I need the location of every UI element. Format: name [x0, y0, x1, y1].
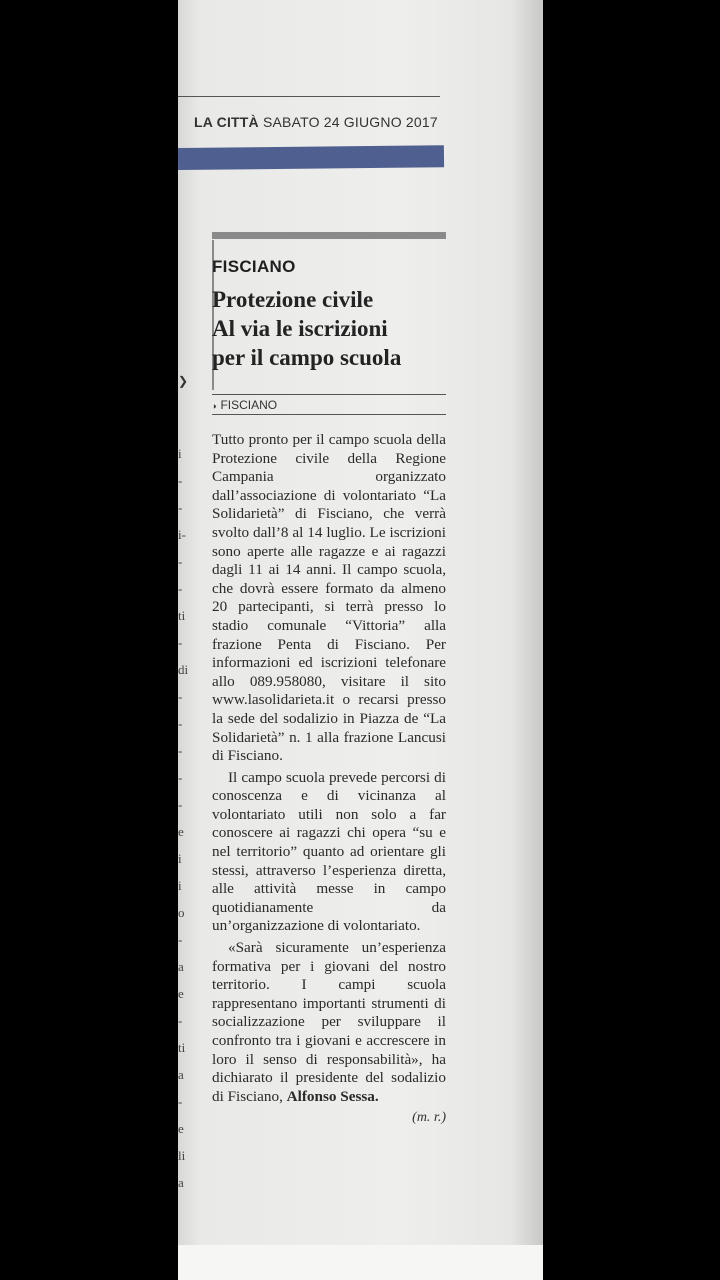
- gutter-fragment: di: [178, 662, 189, 677]
- blue-color-band: [178, 145, 444, 170]
- top-rule: [178, 96, 440, 97]
- gutter-fragment: e: [178, 1121, 184, 1136]
- section-label: FISCIANO: [212, 257, 296, 276]
- gutter-fragment: -: [178, 554, 183, 569]
- gutter-fragment: e: [178, 824, 184, 839]
- dateline-text: FISCIANO: [220, 398, 278, 412]
- masthead: [194, 114, 438, 130]
- gutter-fragment: -: [178, 932, 183, 947]
- gutter-fragment: a: [178, 1067, 184, 1082]
- masthead-brand: LA CITTÀ: [194, 114, 259, 130]
- gutter-fragment: o: [178, 905, 185, 920]
- margin-arrow-icon: ❯: [178, 374, 189, 388]
- gutter-fragment: -: [178, 1013, 183, 1028]
- signer-name: Alfonso Sessa.: [286, 1087, 379, 1105]
- gutter-fragment: -: [178, 581, 183, 596]
- gutter-fragment: -: [178, 797, 183, 812]
- headline: [212, 285, 446, 372]
- author-initials: (m. r.): [412, 1110, 446, 1126]
- gutter-fragment: i: [178, 878, 182, 893]
- body-paragraph: Il campo scuola prevede percorsi di conoscenza e di vicinanza al volontariato utili non solo a far conoscere ai ragazzi chi opera “su e nel territorio” quanto ad orientare gli stessi, attraverso l’esperienza diretta, alle attività messe in campo quotidianamente da un’organizzazione di volontariato.: [212, 768, 446, 935]
- article: [212, 232, 446, 1126]
- gutter-fragment: ti: [178, 1040, 186, 1055]
- paper-edge: [178, 1245, 543, 1280]
- page-shadow: [510, 0, 543, 1280]
- newspaper-page: [178, 0, 543, 1280]
- gutter-fragment: a: [178, 1175, 184, 1190]
- gutter-fragment: a: [178, 959, 184, 974]
- gutter-fragment: -: [178, 743, 183, 758]
- gutter-fragment: ti: [178, 608, 186, 623]
- gutter-fragment: e: [178, 986, 184, 1001]
- gutter-fragment: -: [178, 770, 183, 785]
- gutter-fragment: i: [178, 851, 182, 866]
- masthead-date: SABATO 24 GIUGNO 2017: [262, 114, 438, 130]
- dateline: [212, 394, 446, 415]
- headline-line: Protezione civile: [212, 287, 374, 312]
- dateline-marker-icon: ◗: [212, 401, 218, 411]
- headline-line: per il campo scuola: [212, 345, 402, 370]
- headline-line: Al via le iscrizioni: [212, 316, 388, 341]
- body-paragraph: Tutto pronto per il campo scuola della Protezione civile della Regione Campania organizzato dall’associazione di volontariato “La Solidarietà” di Fisciano, che verrà svolto dall’8 al 14 luglio. Le iscrizioni sono aperte alle ragazze e ai ragazzi dagli 11 ai 14 anni. Il campo scuola, che dovrà essere formato da almeno 20 partecipanti, si terrà presso lo stadio comunale “Vittoria” alla frazione Penta di Fisciano. Per informazioni ed iscrizioni telefonare allo 089.958080, visitare il sito www.lasolidarieta.it o recarsi presso la sede del sodalizio in Piazza de “La Solidarietà” n. 1 alla frazione Lancusi di Fisciano.: [212, 431, 446, 765]
- gutter-fragment: -: [178, 473, 183, 488]
- gutter-fragment: li: [178, 1148, 186, 1163]
- gutter-fragment: -: [178, 716, 183, 731]
- gutter-fragment: -: [178, 689, 183, 704]
- gutter-fragment: -: [178, 635, 183, 650]
- article-body: [212, 431, 446, 1106]
- adjacent-column-fragments: [178, 440, 192, 1196]
- gutter-fragment: i-: [178, 527, 186, 542]
- gutter-fragment: -: [178, 500, 183, 515]
- gutter-fragment: -: [178, 1094, 183, 1109]
- article-top-bar: [212, 232, 446, 239]
- gutter-fragment: i: [178, 446, 182, 461]
- quote-paragraph: [212, 939, 446, 1106]
- quote-text: «Sarà sicuramente un’esperienza formativa per i giovani del nostro territorio. I campi scuola rappresentano importanti strumenti di socializzazione per sviluppare il confronto tra i giovani e accrescere in loro il senso di responsabilità», ha dichiarato il presidente del sodalizio di Fisciano,: [212, 939, 446, 1105]
